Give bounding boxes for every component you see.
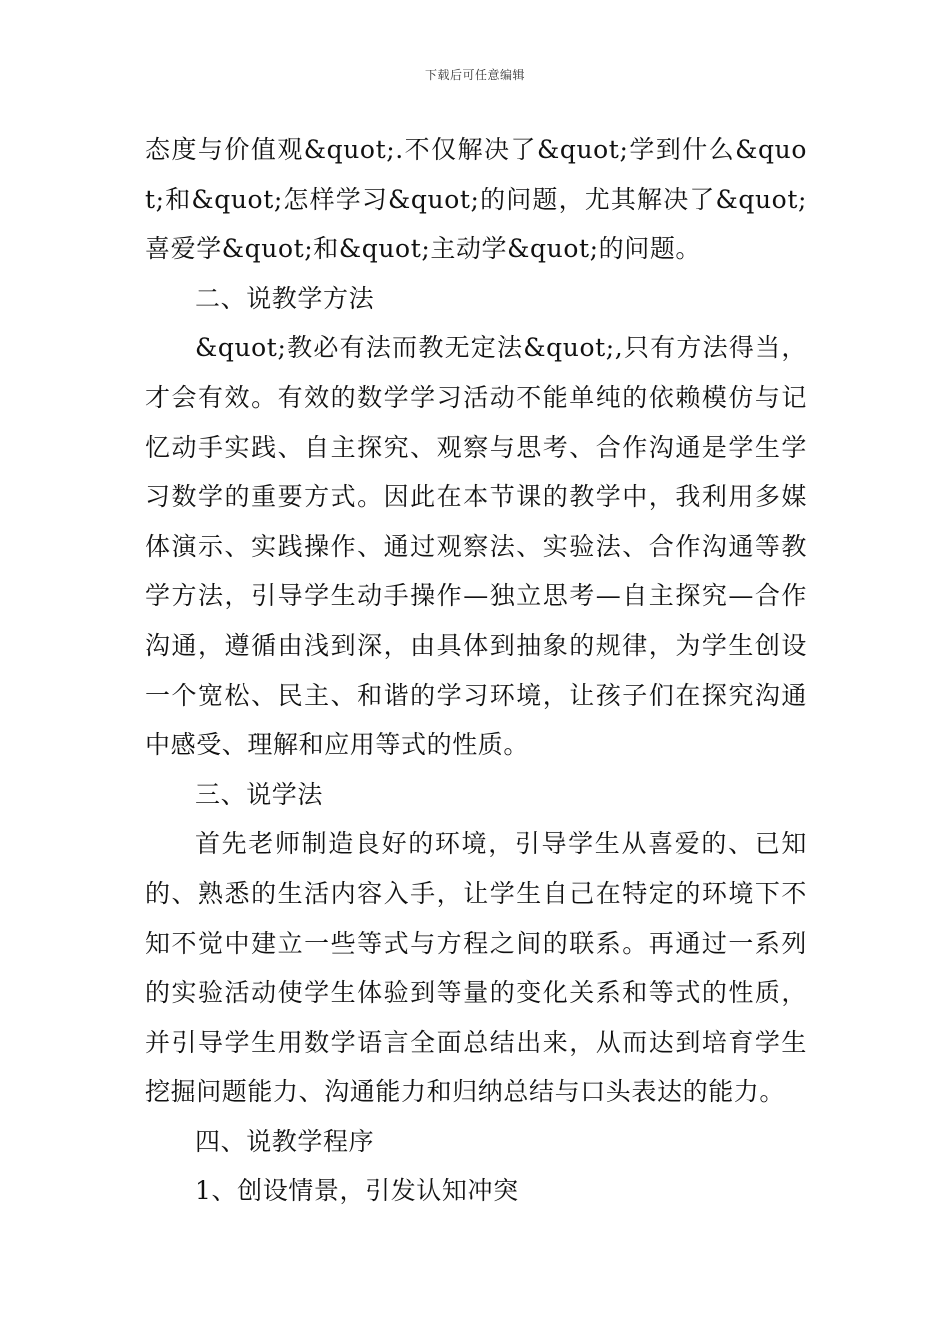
document-body <box>145 125 807 1216</box>
subsection-heading-scenario: 1、创设情景，引发认知冲突 <box>195 1176 519 1206</box>
paragraph-teaching-methods: &quot;教必有法而教无定法&quot;,只有方法得当，才会有效。有效的数学学习活动不能单纯的依赖模仿与记忆动手实践、自主探究、观察与思考、合作沟通是学生学习数学的重要方式。因此在本节课的教学中，我利用多媒体演示、实践操作、通过观察法、实验法、合作沟通等教学方法，引导学生动手操作—独立思考—自主探究—合作沟通，遵循由浅到深，由具体到抽象的规律，为学生创设一个宽松、民主、和谐的学习环境，让孩子们在探究沟通中感受、理解和应用等式的性质。 <box>145 333 807 760</box>
page-header-note: 下载后可任意编辑 <box>424 68 525 82</box>
section-heading-teaching-procedure: 四、说教学程序 <box>195 1126 375 1156</box>
section-heading-teaching-methods: 二、说教学方法 <box>195 283 375 313</box>
paragraph-attitude-values: 态度与价值观&quot;.不仅解决了&quot;学到什么&quot;和&quot;怎样学习&quot;的问题，尤其解决了&quot;喜爱学&quot;和&quot;主动学&quot;的问题。 <box>145 135 807 264</box>
section-heading-learning-methods: 三、说学法 <box>195 779 324 809</box>
paragraph-learning-methods: 首先老师制造良好的环境，引导学生从喜爱的、已知的、熟悉的生活内容入手，让学生自己在特定的环境下不知不觉中建立一些等式与方程之间的联系。再通过一系列的实验活动使学生体验到等量的变化关系和等式的性质，并引导学生用数学语言全面总结出来，从而达到培育学生挖掘问题能力、沟通能力和归纳总结与口头表达的能力。 <box>145 829 807 1107</box>
